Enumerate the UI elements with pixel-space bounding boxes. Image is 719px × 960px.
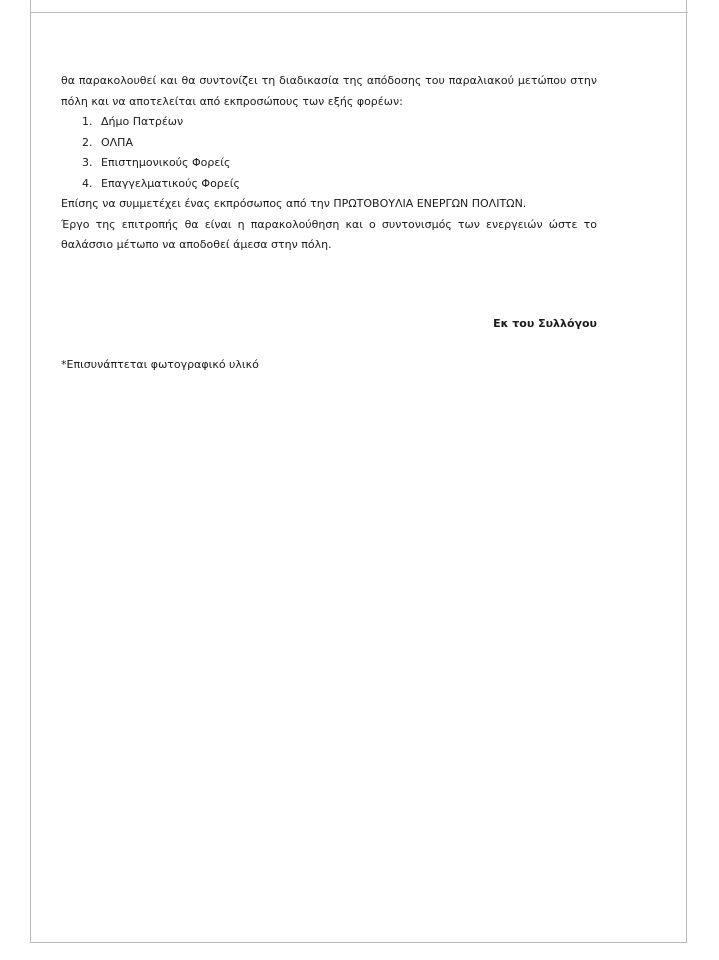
- list-item: [61, 174, 597, 195]
- page-break-rule: [30, 12, 688, 13]
- list-item: [61, 133, 597, 154]
- signature: Εκ του Συλλόγου: [493, 317, 597, 330]
- organizations-list: [61, 112, 597, 194]
- list-item-label: Δήμο Πατρέων: [101, 115, 184, 128]
- list-item-label: ΟΛΠΑ: [101, 135, 133, 149]
- list-item-label: Επαγγελματικούς Φορείς: [101, 176, 240, 190]
- representative-sentence: Επίσης να συμμετέχει ένας εκπρόσωπος από την ΠΡΩΤΟΒΟΥΛΙΑ ΕΝΕΡΓΩΝ ΠΟΛΙΤΩΝ.: [61, 197, 527, 210]
- list-item-number: 2.: [82, 135, 93, 149]
- list-item: [61, 112, 597, 133]
- list-item-label: Επιστημονικούς Φορείς: [101, 156, 231, 169]
- list-item-number: 3.: [82, 156, 93, 169]
- attachment-note: *Επισυνάπτεται φωτογραφικό υλικό: [61, 358, 259, 371]
- task-line-2: θαλάσσιο μέτωπο να αποδοθεί άμεσα στην πόλη.: [61, 238, 332, 251]
- intro-line-2: πόλη και να αποτελείται από εκπροσώπους των εξής φορέων:: [61, 94, 403, 108]
- document-body: [61, 71, 597, 256]
- list-item-number: 4.: [82, 176, 93, 190]
- list-item-number: 1.: [82, 115, 93, 128]
- list-item: [61, 153, 597, 174]
- task-line-1: Έργο της επιτροπής θα είναι η παρακολούθηση και ο συντονισμός των ενεργειών ώστε το: [61, 217, 597, 231]
- intro-line-1: θα παρακολουθεί και θα συντονίζει τη διαδικασία της απόδοσης του παραλιακού μετώπου στην: [61, 74, 597, 87]
